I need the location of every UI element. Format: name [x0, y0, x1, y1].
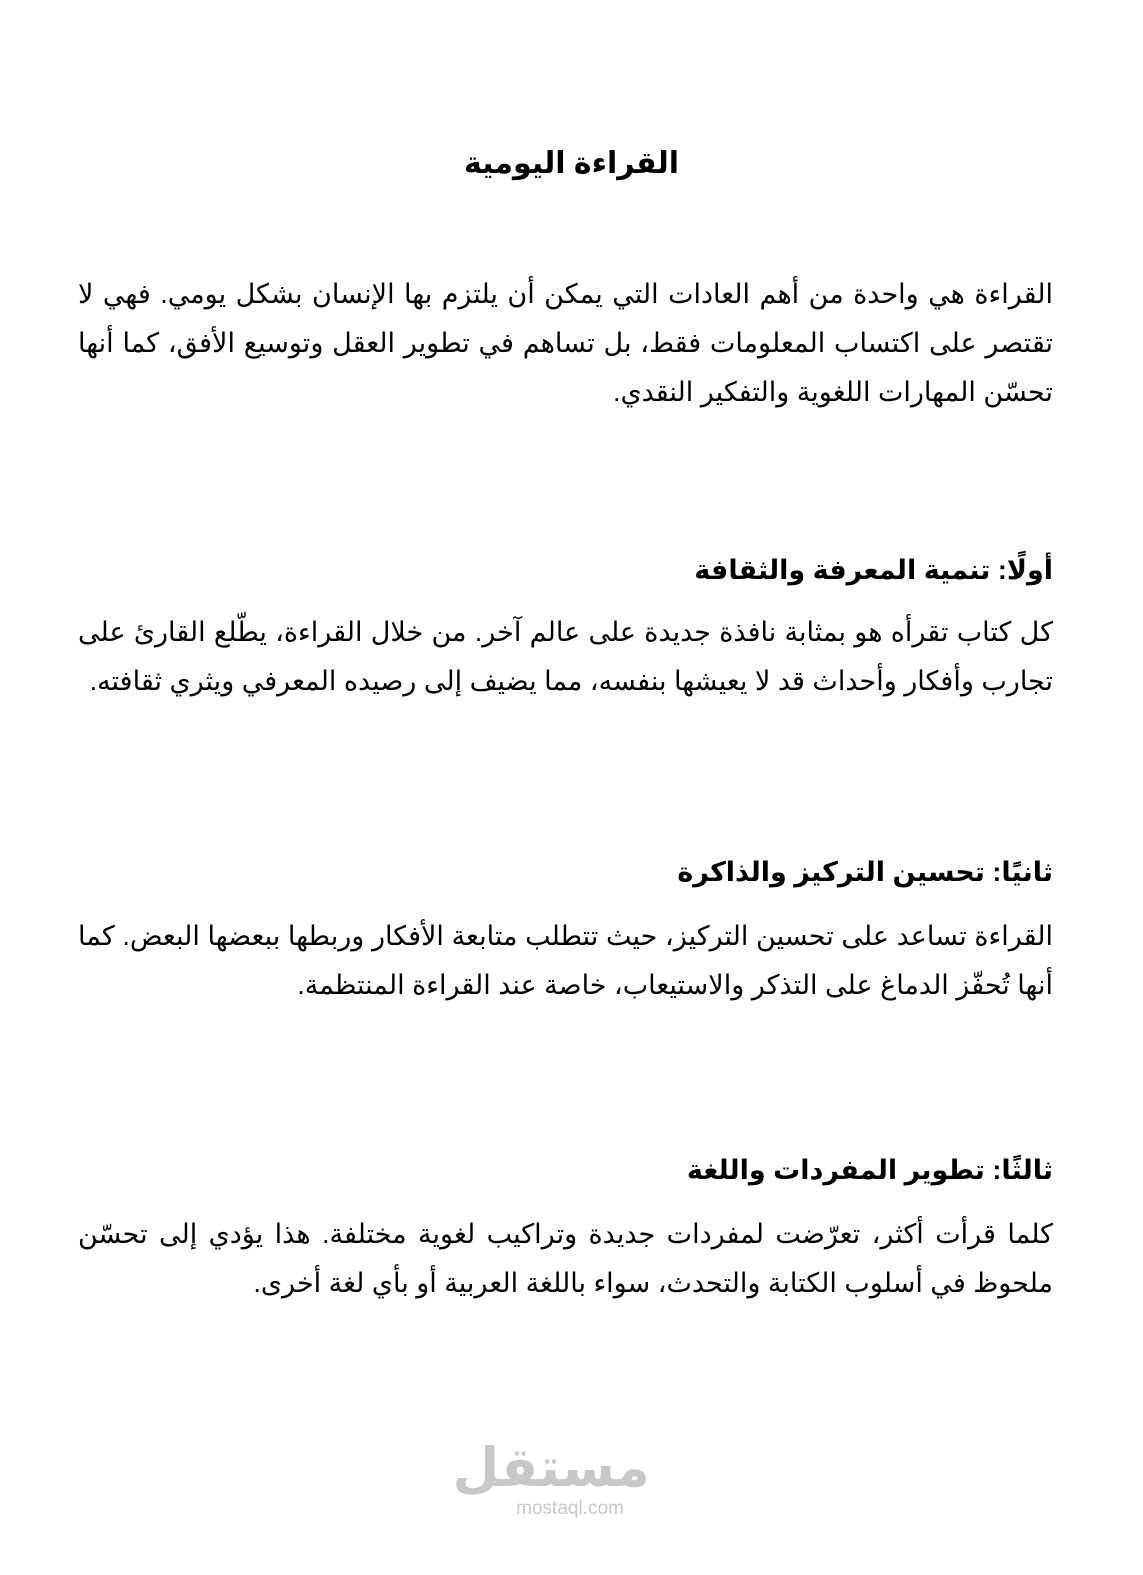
section-body-focus: القراءة تساعد على تحسين التركيز، حيث تتطلب متابعة الأفكار وربطها ببعضها البعض. كما أنها تُحفّز الدماغ على التذكر والاستيعاب، خاصة عند القراءة المنتظمة. — [78, 921, 1053, 1000]
section-heading-vocabulary: ثالثًا: تطوير المفردات واللغة — [686, 1155, 1053, 1185]
mostaql-watermark — [452, 1438, 650, 1520]
watermark-domain: mostaql.com — [516, 1498, 624, 1519]
watermark-logo: مستقل — [452, 1438, 650, 1498]
section-heading-knowledge: أولًا: تنمية المعرفة والثقافة — [694, 555, 1053, 585]
section-heading-focus: ثانيًا: تحسين التركيز والذاكرة — [677, 857, 1053, 887]
section-body-vocabulary: كلما قرأت أكثر، تعرّضت لمفردات جديدة وتراكيب لغوية مختلفة. هذا يؤدي إلى تحسّن ملحوظ في أسلوب الكتابة والتحدث، سواء باللغة العربية أو بأي لغة أخرى. — [78, 1219, 1053, 1298]
intro-paragraph: القراءة هي واحدة من أهم العادات التي يمكن أن يلتزم بها الإنسان بشكل يومي. فهي لا تقتصر على اكتساب المعلومات فقط، بل تساهم في تطوير العقل وتوسيع الأفق، كما أنها تحسّن المهارات اللغوية والتفكير النقدي. — [78, 279, 1053, 407]
document-title: القراءة اليومية — [463, 147, 680, 180]
section-body-knowledge: كل كتاب تقرأه هو بمثابة نافذة جديدة على عالم آخر. من خلال القراءة، يطّلع القارئ على تجارب وأفكار وأحداث قد لا يعيشها بنفسه، مما يضيف إلى رصيده المعرفي ويثري ثقافته. — [78, 617, 1053, 696]
